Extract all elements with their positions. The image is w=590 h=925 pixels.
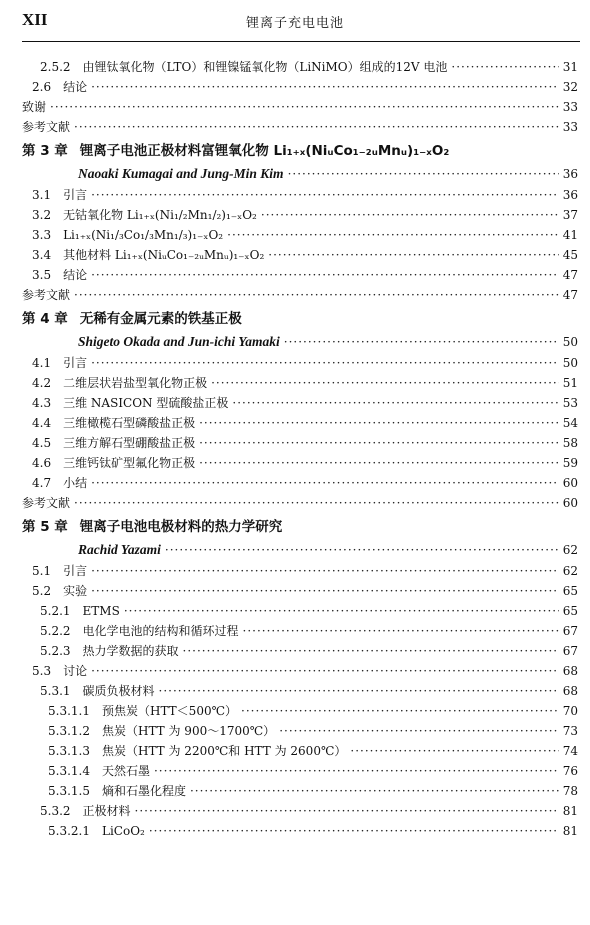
toc-page-number: 67 — [562, 624, 578, 638]
toc-page-number: 67 — [562, 644, 578, 658]
chapter-title: 锂离子电池电极材料的热力学研究 — [79, 519, 283, 535]
chapter-authors: Rachid Yazami — [78, 542, 161, 557]
dot-leader — [350, 741, 558, 761]
toc-entry-title: 4.3 三维 NASICON 型硫酸盐正极 — [32, 396, 229, 410]
toc-entry-title: 5.3.1.1 预焦炭（HTT＜500℃） — [48, 704, 238, 718]
toc-entry[interactable] — [0, 701, 590, 721]
toc-entry-title: 5.2.3 热力学数据的获取 — [40, 644, 179, 658]
toc-entry-title: 5.3.1.3 焦炭（HTT 为 2200℃和 HTT 为 2600℃） — [48, 744, 347, 758]
header-rule — [22, 41, 580, 42]
chapter-title: 无稀有金属元素的铁基正极 — [79, 311, 242, 327]
toc-entry-title: 5.2.1 ETMS — [40, 604, 120, 618]
toc-entry-title: 5.2.2 电化学电池的结构和循环过程 — [40, 624, 239, 638]
toc-chapter-heading — [0, 139, 590, 163]
toc-page-number: 41 — [562, 228, 578, 242]
dot-leader — [91, 661, 559, 681]
toc-page-number: 37 — [562, 208, 578, 222]
dot-leader — [284, 331, 559, 353]
toc-page-number: 65 — [562, 604, 578, 618]
dot-leader — [74, 285, 559, 305]
toc-author-line[interactable] — [0, 539, 590, 561]
toc-entry-title: 5.3.1.4 天然石墨 — [48, 764, 150, 778]
dot-leader — [451, 57, 558, 77]
toc-entry[interactable] — [0, 117, 590, 137]
dot-leader — [211, 373, 559, 393]
toc-page-number: 50 — [562, 356, 578, 370]
dot-leader — [91, 265, 559, 285]
toc-page-number: 47 — [562, 268, 578, 282]
toc-page-number: 73 — [562, 724, 578, 738]
dot-leader — [261, 205, 559, 225]
toc-page-number: 53 — [562, 396, 578, 410]
toc-entry[interactable] — [0, 721, 590, 741]
page-number: XII — [22, 10, 48, 29]
chapter-title: 锂离子电池正极材料富锂氧化物 Li₁₊ₓ(NiᵤCo₁₋₂ᵤMnᵤ)₁₋ₓO₂ — [79, 143, 450, 159]
toc-entry[interactable] — [0, 621, 590, 641]
dot-leader — [91, 353, 559, 373]
dot-leader — [159, 681, 559, 701]
toc-entry-title: 参考文献 — [22, 496, 71, 510]
toc-chapter-heading — [0, 307, 590, 331]
toc-entry-title: 3.3 Li₁₊ₓ(Ni₁/₃Co₁/₃Mn₁/₃)₁₋ₓO₂ — [32, 228, 224, 242]
toc-entry-title: 5.3 讨论 — [32, 664, 88, 678]
toc-page-number: 81 — [562, 804, 578, 818]
toc-page-number: 60 — [562, 496, 578, 510]
toc-entry-title: 4.4 三维橄榄石型磷酸盐正极 — [32, 416, 196, 430]
toc-entry[interactable] — [0, 681, 590, 701]
toc-page-number: 59 — [562, 456, 578, 470]
toc-entry[interactable] — [0, 413, 590, 433]
chapter-number: 第 4 章 — [22, 311, 68, 327]
toc-entry[interactable] — [0, 433, 590, 453]
toc-page-number: 33 — [562, 100, 578, 114]
chapter-number: 第 5 章 — [22, 519, 68, 535]
toc-entry[interactable] — [0, 661, 590, 681]
toc-entry[interactable] — [0, 581, 590, 601]
dot-leader — [50, 97, 559, 117]
toc-chapter-heading — [0, 515, 590, 539]
toc-entry-title: 2.5.2 由锂钛氧化物（LTO）和锂镍锰氧化物（LiNiMO）组成的12V 电池 — [40, 60, 448, 74]
toc-entry[interactable] — [0, 781, 590, 801]
toc-entry-title: 4.1 引言 — [32, 356, 88, 370]
toc-page-number: 68 — [562, 684, 578, 698]
toc-entry-title: 3.2 无钴氧化物 Li₁₊ₓ(Ni₁/₂Mn₁/₂)₁₋ₓO₂ — [32, 208, 257, 222]
toc-entry[interactable] — [0, 205, 590, 225]
table-of-contents — [0, 57, 590, 841]
toc-entry-title: 5.3.2.1 LiCoO₂ — [48, 824, 145, 838]
dot-leader — [91, 77, 559, 97]
toc-entry-title: 4.5 三维方解石型硼酸盐正极 — [32, 436, 196, 450]
dot-leader — [199, 433, 559, 453]
dot-leader — [91, 581, 559, 601]
toc-entry-title: 5.3.1 碳质负极材料 — [40, 684, 155, 698]
toc-entry[interactable] — [0, 761, 590, 781]
toc-entry[interactable] — [0, 641, 590, 661]
dot-leader — [149, 821, 559, 841]
dot-leader — [91, 561, 559, 581]
toc-entry-title: 参考文献 — [22, 288, 71, 302]
toc-entry-title: 5.1 引言 — [32, 564, 88, 578]
toc-entry[interactable] — [0, 265, 590, 285]
dot-leader — [227, 225, 559, 245]
toc-entry[interactable] — [0, 453, 590, 473]
toc-entry-title: 5.3.1.2 焦炭（HTT 为 900～1700℃） — [48, 724, 276, 738]
toc-entry-title: 5.2 实验 — [32, 584, 88, 598]
toc-entry[interactable] — [0, 373, 590, 393]
toc-page-number: 54 — [562, 416, 578, 430]
page-header — [0, 0, 590, 44]
toc-entry[interactable] — [0, 393, 590, 413]
toc-entry[interactable] — [0, 601, 590, 621]
toc-entry-title: 3.4 其他材料 Li₁₊ₓ(NiᵤCo₁₋₂ᵤMnᵤ)₁₋ₓO₂ — [32, 248, 265, 262]
toc-entry[interactable] — [0, 561, 590, 581]
toc-page-number: 76 — [562, 764, 578, 778]
toc-page-number: 68 — [562, 664, 578, 678]
dot-leader — [190, 781, 559, 801]
chapter-number: 第 3 章 — [22, 143, 68, 159]
dot-leader — [199, 413, 559, 433]
dot-leader — [91, 473, 559, 493]
toc-entry[interactable] — [0, 77, 590, 97]
dot-leader — [241, 701, 559, 721]
dot-leader — [91, 185, 559, 205]
chapter-authors: Naoaki Kumagai and Jung-Min Kim — [78, 166, 284, 181]
toc-entry[interactable] — [0, 57, 590, 77]
toc-entry-title: 4.2 二维层状岩盐型氧化物正极 — [32, 376, 208, 390]
toc-entry[interactable] — [0, 225, 590, 245]
toc-entry[interactable] — [0, 741, 590, 761]
running-title: 锂离子充电电池 — [245, 16, 344, 31]
toc-entry-title: 2.6 结论 — [32, 80, 88, 94]
dot-leader — [124, 601, 559, 621]
toc-entry-title: 参考文献 — [22, 120, 71, 134]
toc-page-number: 62 — [562, 543, 578, 557]
toc-entry-title: 5.3.2 正极材料 — [40, 804, 131, 818]
toc-page-number: 47 — [562, 288, 578, 302]
dot-leader — [165, 539, 559, 561]
toc-page-number: 51 — [562, 376, 578, 390]
toc-page-number: 78 — [562, 784, 578, 798]
toc-entry[interactable] — [0, 493, 590, 513]
toc-entry[interactable] — [0, 821, 590, 841]
dot-leader — [243, 621, 559, 641]
toc-page-number: 36 — [562, 188, 578, 202]
toc-page-number: 65 — [562, 584, 578, 598]
toc-entry-title: 4.7 小结 — [32, 476, 88, 490]
toc-entry-title: 5.3.1.5 熵和石墨化程度 — [48, 784, 186, 798]
toc-author-line[interactable] — [0, 331, 590, 353]
toc-page-number: 74 — [562, 744, 578, 758]
dot-leader — [74, 493, 559, 513]
toc-page-number: 45 — [562, 248, 578, 262]
toc-entry[interactable] — [0, 801, 590, 821]
dot-leader — [288, 163, 559, 185]
toc-page-number: 31 — [562, 60, 578, 74]
toc-entry[interactable] — [0, 185, 590, 205]
toc-entry[interactable] — [0, 473, 590, 493]
toc-page-number: 50 — [562, 335, 578, 349]
toc-author-line[interactable] — [0, 163, 590, 185]
dot-leader — [268, 245, 558, 265]
dot-leader — [199, 453, 559, 473]
toc-entry[interactable] — [0, 285, 590, 305]
toc-entry[interactable] — [0, 353, 590, 373]
toc-entry-title: 3.5 结论 — [32, 268, 88, 282]
toc-page-number: 81 — [562, 824, 578, 838]
dot-leader — [74, 117, 559, 137]
chapter-authors: Shigeto Okada and Jun-ichi Yamaki — [78, 334, 280, 349]
dot-leader — [154, 761, 559, 781]
toc-entry-title: 3.1 引言 — [32, 188, 88, 202]
toc-entry[interactable] — [0, 97, 590, 117]
dot-leader — [135, 801, 559, 821]
dot-leader — [232, 393, 558, 413]
toc-page-number: 58 — [562, 436, 578, 450]
dot-leader — [279, 721, 559, 741]
toc-page-number: 70 — [562, 704, 578, 718]
toc-entry[interactable] — [0, 245, 590, 265]
toc-page-number: 33 — [562, 120, 578, 134]
dot-leader — [183, 641, 559, 661]
toc-entry-title: 4.6 三维钙钛矿型氟化物正极 — [32, 456, 196, 470]
toc-page-number: 60 — [562, 476, 578, 490]
toc-page-number: 62 — [562, 564, 578, 578]
toc-page-number: 36 — [562, 167, 578, 181]
toc-page-number: 32 — [562, 80, 578, 94]
toc-entry-title: 致谢 — [22, 100, 47, 114]
